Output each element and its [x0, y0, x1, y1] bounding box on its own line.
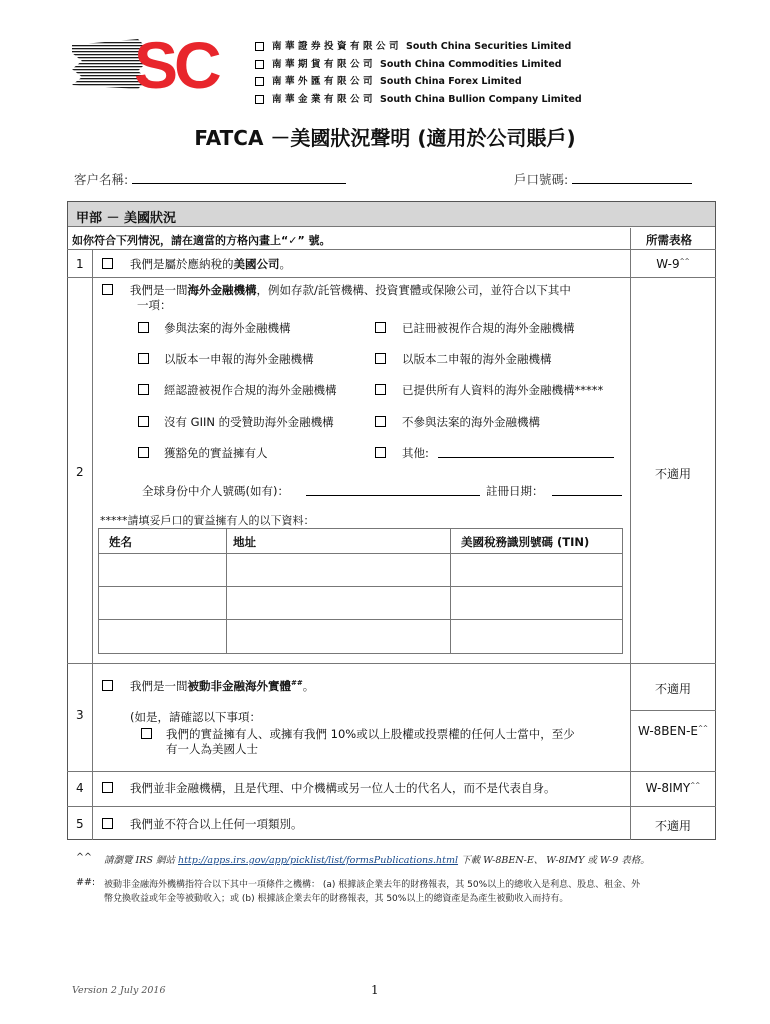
note2-line2: 幣兌換收益或年金等被動收入；或 (b) 根據該企業去年的財務報表，其 50%以上的總資產是為產生被動收入而持有。	[104, 894, 569, 904]
section-header	[68, 202, 715, 227]
account-number-input[interactable]	[572, 173, 692, 184]
column-divider	[92, 249, 93, 840]
option-checkbox[interactable]	[375, 416, 386, 427]
row3-line1-post: 。	[302, 679, 315, 693]
giin-input[interactable]	[306, 495, 480, 496]
option-checkbox[interactable]	[138, 416, 149, 427]
owner-table-divider	[226, 529, 227, 653]
owner-table-divider	[99, 553, 622, 554]
row-divider	[67, 806, 716, 807]
owner-col-name: 姓名	[109, 535, 132, 549]
row4-form-sup: ^^	[690, 782, 701, 789]
row-divider	[67, 663, 716, 664]
option-label: 以版本一申報的海外金融機構	[164, 352, 314, 366]
note1	[104, 852, 650, 866]
forms-header: 所需表格	[646, 233, 692, 247]
company-en: South China Securities Limited	[406, 41, 572, 52]
company-en: South China Bullion Company Limited	[380, 93, 582, 105]
logo-text: SC	[134, 33, 218, 95]
row3-line1	[130, 678, 314, 694]
company-checkbox[interactable]	[255, 60, 264, 69]
row3-form2-name: W-8BEN-E	[637, 724, 698, 738]
company-zh: 南華證券投資有限公司	[272, 41, 403, 52]
company-en: South China Commodities Limited	[380, 58, 562, 70]
row3-confirm: (如是，請確認以下事項：	[130, 710, 261, 724]
giin-label: 全球身份中介人號碼(如有)：	[142, 484, 289, 498]
option-label: 已提供所有人資料的海外金融機構*****	[402, 383, 604, 397]
row-divider	[67, 771, 716, 772]
row-number: 1	[76, 257, 84, 271]
owner-table	[98, 528, 623, 654]
account-number-field	[514, 170, 692, 188]
row1-form	[630, 257, 716, 271]
option-label: 不參與法案的海外金融機構	[402, 415, 540, 429]
row1-form-sup: ^^	[679, 258, 690, 265]
owner-table-divider	[99, 619, 622, 620]
row-number: 3	[76, 708, 84, 722]
row2-line1	[130, 282, 571, 298]
sc-logo	[68, 33, 246, 95]
option-label: 沒有 GIIN 的受贊助海外金融機構	[164, 415, 334, 429]
form-divider	[630, 710, 716, 711]
row3-sub1: 我們的實益擁有人、或擁有我們 10%或以上股權或投票權的任何人士當中，至少	[166, 727, 575, 741]
row3-checkbox[interactable]	[102, 680, 113, 691]
row3-line1-bold: 被動非金融海外實體	[187, 679, 291, 693]
customer-name-input[interactable]	[132, 173, 346, 184]
option-label: 其他:	[402, 446, 429, 460]
row1-text-pre: 我們是屬於應納稅的	[130, 257, 234, 271]
option-label: 以版本二申報的海外金融機構	[402, 352, 552, 366]
row-divider	[67, 277, 716, 278]
company-zh: 南華外匯有限公司	[272, 76, 377, 87]
option-label: 參與法案的海外金融機構	[164, 321, 291, 335]
page-title: FATCA －美國狀況聲明 (適用於公司賬戶)	[194, 126, 576, 150]
option-label: 經認證被視作合規的海外金融機構	[164, 383, 337, 397]
row5-form: 不適用	[654, 819, 691, 833]
company-checkbox[interactable]	[255, 77, 264, 86]
option-checkbox[interactable]	[138, 353, 149, 364]
option-label: 獲豁免的實益擁有人	[164, 446, 268, 460]
reg-date-input[interactable]	[552, 495, 622, 496]
company-row	[255, 73, 582, 91]
irs-link[interactable]: http://apps.irs.gov/app/picklist/list/formsPublications.html	[177, 855, 459, 866]
row3-line1-sup: ##	[291, 679, 303, 688]
customer-name-field	[74, 170, 346, 188]
note2-line1: 被動非金融海外機構指符合以下其中一項條件之機構： (a) 根據該企業去年的財務報表，其 50%以上的總收入是利息、股息、租金、外	[104, 880, 641, 890]
column-divider	[630, 228, 631, 840]
option-checkbox[interactable]	[375, 322, 386, 333]
account-number-label: 戶口號碼:	[514, 172, 569, 187]
option-label: 已註冊被視作合規的海外金融機構	[402, 321, 575, 335]
row3-form2-sup: ^^	[697, 725, 709, 732]
row4-form	[630, 781, 716, 795]
company-list	[255, 38, 582, 108]
row4-form-name: W-8IMY	[645, 781, 691, 795]
company-row	[255, 38, 582, 56]
row3-sub-checkbox[interactable]	[141, 728, 152, 739]
company-zh: 南華金業有限公司	[272, 93, 377, 105]
company-zh: 南華期貨有限公司	[272, 58, 377, 70]
note1-pre: 請瀏覽 IRS 網站	[104, 855, 178, 866]
version-label: Version 2 July 2016	[72, 985, 166, 996]
row5-checkbox[interactable]	[102, 818, 113, 829]
row3-form1: 不適用	[654, 682, 691, 696]
row1-text-bold: 美國公司	[233, 257, 280, 271]
company-checkbox[interactable]	[255, 95, 264, 104]
note1-post: 下載 W-8BEN-E、 W-8IMY 或 W-9 表格。	[458, 855, 650, 866]
owner-col-address: 地址	[233, 535, 256, 549]
owner-note: *****請填妥戶口的實益擁有人的以下資料：	[100, 514, 315, 527]
option-checkbox[interactable]	[138, 384, 149, 395]
row1-text	[130, 256, 291, 272]
note2-mark: ##:	[76, 877, 96, 888]
row-number: 4	[76, 781, 84, 795]
row1-text-post: 。	[279, 257, 291, 271]
owner-table-divider	[450, 529, 451, 653]
row1-form-name: W-9	[656, 257, 680, 271]
reg-date-label: 註冊日期：	[486, 484, 544, 498]
other-input[interactable]	[438, 457, 614, 458]
row4-text: 我們並非金融機構，且是代理、中介機構或另一位人士的代名人，而不是代表自身。	[130, 781, 556, 795]
row5-text: 我們並不符合以上任何一項類別。	[130, 817, 303, 831]
row-number: 2	[76, 465, 84, 479]
section-title: 甲部 － 美國狀況	[76, 211, 177, 226]
row2-line1-post: ，例如存款/託管機構、投資實體或保險公司，並符合以下其中	[256, 283, 571, 297]
page-number: 1	[371, 983, 379, 997]
note1-mark: ^^	[76, 852, 92, 863]
company-row	[255, 56, 582, 74]
option-checkbox[interactable]	[375, 353, 386, 364]
instruction-text: 如你符合下列情況，請在適當的方格內畫上“✓” 號。	[72, 234, 331, 247]
company-en: South China Forex Limited	[380, 76, 522, 87]
option-checkbox[interactable]	[138, 322, 149, 333]
owner-table-divider	[99, 586, 622, 587]
row-divider	[67, 249, 716, 250]
option-checkbox[interactable]	[375, 447, 386, 458]
row-number: 5	[76, 817, 84, 831]
owner-col-tin: 美國稅務識別號碼 (TIN)	[461, 535, 590, 549]
company-checkbox[interactable]	[255, 42, 264, 51]
row2-checkbox[interactable]	[102, 284, 113, 295]
company-row	[255, 91, 582, 109]
row3-line1-pre: 我們是一間	[130, 679, 188, 693]
customer-name-label: 客户名稱:	[74, 172, 129, 187]
row2-line2: 一項：	[137, 298, 172, 312]
row4-checkbox[interactable]	[102, 782, 113, 793]
row3-sub2: 有一人為美國人士	[166, 742, 258, 756]
row1-checkbox[interactable]	[102, 258, 113, 269]
row2-form: 不適用	[654, 467, 691, 481]
row3-form2	[630, 724, 716, 738]
row2-line1-bold: 海外金融機構	[187, 283, 257, 297]
row2-line1-pre: 我們是一間	[130, 283, 188, 297]
option-checkbox[interactable]	[375, 384, 386, 395]
option-checkbox[interactable]	[138, 447, 149, 458]
